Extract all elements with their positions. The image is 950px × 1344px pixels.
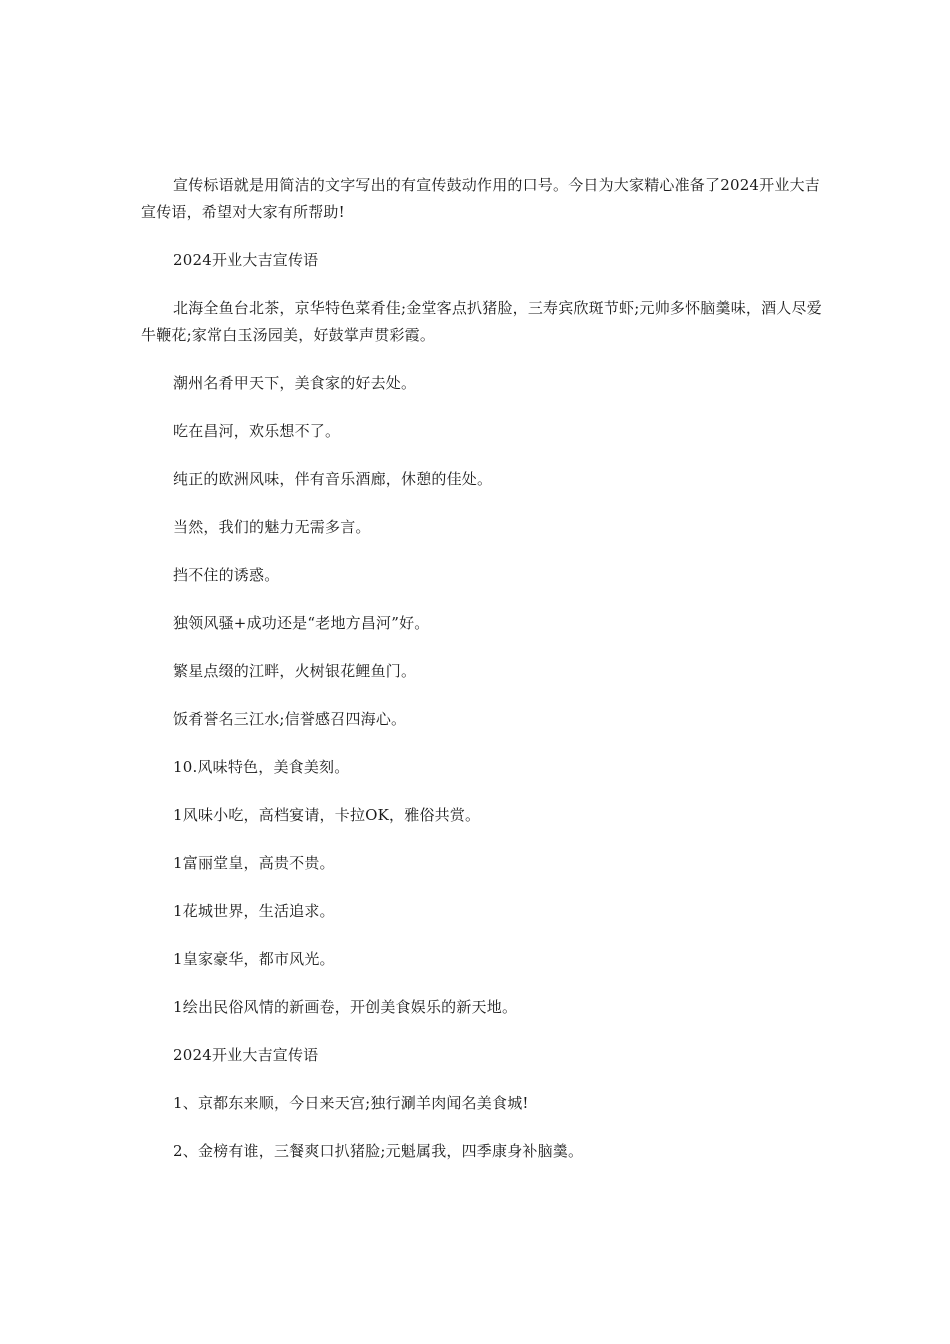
slogan-line: 1富丽堂皇，高贵不贵。 bbox=[173, 854, 335, 872]
slogan-line: 潮州名肴甲天下，美食家的好去处。 bbox=[173, 374, 417, 392]
slogan-line: 2、金榜有谁，三餐爽口扒猪脸;元魁属我，四季康身补脑羹。 bbox=[173, 1142, 584, 1160]
slogan-line: 独领风骚+成功还是“老地方昌河”好。 bbox=[173, 614, 430, 632]
slogan-line: 纯正的欧洲风味，伴有音乐酒廊，休憩的佳处。 bbox=[173, 470, 493, 488]
slogan-line: 饭肴誉名三江水;信誉感召四海心。 bbox=[173, 710, 407, 728]
slogan-line: 1绘出民俗风情的新画卷，开创美食娱乐的新天地。 bbox=[173, 998, 518, 1016]
slogan-line: 1花城世界，生活追求。 bbox=[173, 902, 335, 920]
slogan-line: 当然，我们的魅力无需多言。 bbox=[173, 518, 371, 536]
section-heading: 2024开业大吉宣传语 bbox=[173, 251, 319, 269]
slogan-paragraph: 北海全鱼台北茶，京华特色菜肴佳;金堂客点扒猪脸，三寿宾欣斑节虾;元帅多怀脑羹味，酒人尽爱牛鞭花;家常白玉汤园美，好鼓掌声贯彩霞。 bbox=[141, 299, 822, 344]
slogan-line: 繁星点缀的江畔，火树银花鲤鱼门。 bbox=[173, 662, 417, 680]
slogan-line: 1风味小吃，高档宴请，卡拉OK，雅俗共赏。 bbox=[173, 806, 481, 824]
slogan-line: 10.风味特色，美食美刻。 bbox=[173, 758, 350, 776]
slogan-line: 1、京都东来顺，今日来天宫;独行涮羊肉闻名美食城! bbox=[173, 1094, 529, 1112]
slogan-line: 1皇家豪华，都市风光。 bbox=[173, 950, 335, 968]
section-heading: 2024开业大吉宣传语 bbox=[173, 1046, 319, 1064]
document-body bbox=[141, 172, 831, 1186]
intro-paragraph: 宣传标语就是用简洁的文字写出的有宣传鼓动作用的口号。今日为大家精心准备了2024开业大吉宣传语，希望对大家有所帮助! bbox=[141, 176, 820, 221]
slogan-line: 吃在昌河，欢乐想不了。 bbox=[173, 422, 341, 440]
slogan-line: 挡不住的诱惑。 bbox=[173, 566, 280, 584]
